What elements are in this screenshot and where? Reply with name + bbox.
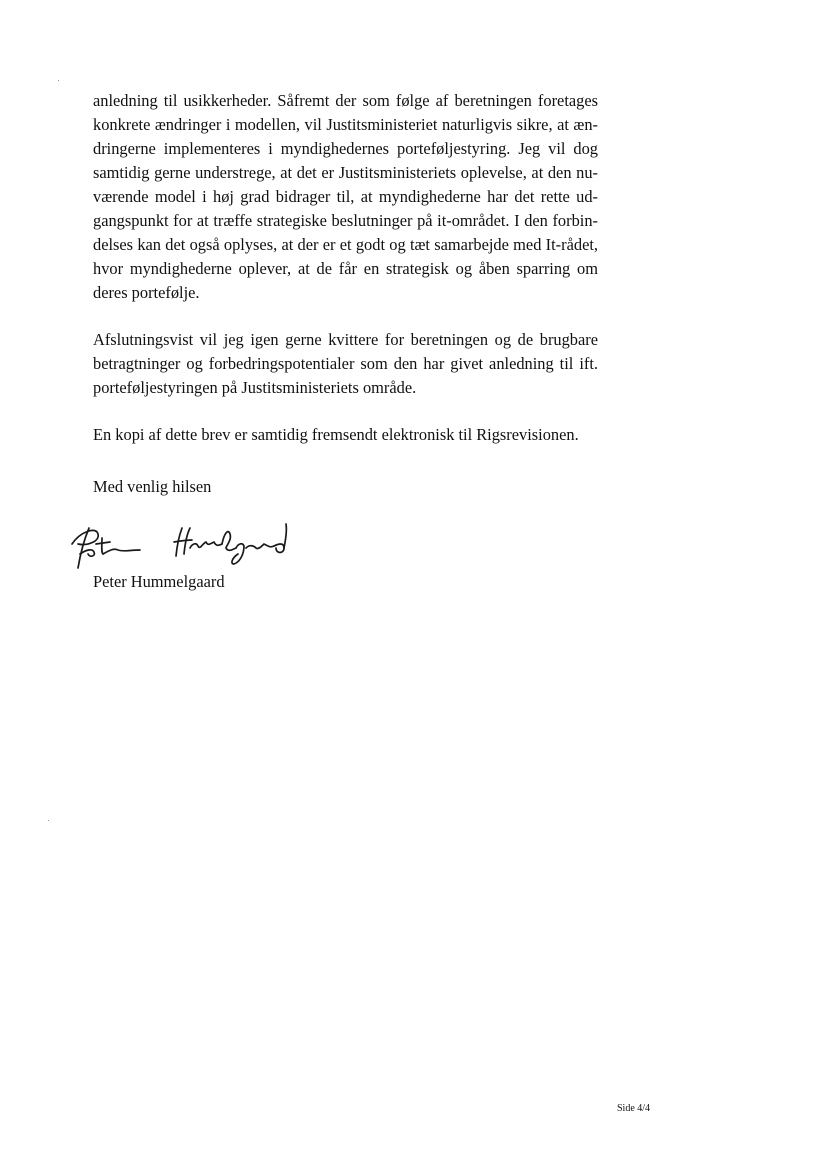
handwritten-signature — [58, 520, 298, 572]
letter-body — [93, 89, 598, 470]
text-line: porteføljestyringen på Justitsministeriets område. — [93, 378, 417, 397]
page-number: Side 4/4 — [617, 1103, 651, 1114]
text-line: deres portefølje. — [93, 283, 200, 302]
scan-speck — [48, 820, 49, 821]
text-line: hvor myndighederne oplever, at de får en strategisk og åben sparring om — [93, 259, 598, 278]
signer-name: Peter Hummelgaard — [93, 572, 225, 591]
text-line: værende model i høj grad bidrager til, at myndighederne har det rette ud- — [93, 187, 598, 206]
paragraph-concluding-thanks — [93, 328, 598, 400]
scan-speck — [58, 80, 59, 81]
paragraph-it-portfolio — [93, 89, 598, 305]
text-line: gangspunkt for at træffe strategiske beslutninger på it-området. I den forbin- — [93, 211, 598, 230]
text-line: delses kan det også oplyses, at der er et godt og tæt samarbejde med It-rådet, — [93, 235, 598, 254]
text-line: En kopi af dette brev er samtidig fremsendt elektronisk til Rigsrevisionen. — [93, 425, 579, 444]
text-line: anledning til usikkerheder. Såfremt der som følge af beretningen foretages — [93, 91, 598, 110]
text-line: dringerne implementeres i myndighedernes porteføljestyring. Jeg vil dog — [93, 139, 598, 158]
text-line: samtidig gerne understrege, at det er Justitsministeriets oplevelse, at den nu- — [93, 163, 598, 182]
closing-salutation: Med venlig hilsen — [93, 477, 212, 496]
text-line: konkrete ændringer i modellen, vil Justitsministeriet naturligvis sikre, at æn- — [93, 115, 598, 134]
text-line: Afslutningsvist vil jeg igen gerne kvittere for beretningen og de brugbare — [93, 330, 598, 349]
text-line: betragtninger og forbedringspotentialer som den har givet anledning til ift. — [93, 354, 598, 373]
paragraph-copy-notice — [93, 423, 598, 447]
